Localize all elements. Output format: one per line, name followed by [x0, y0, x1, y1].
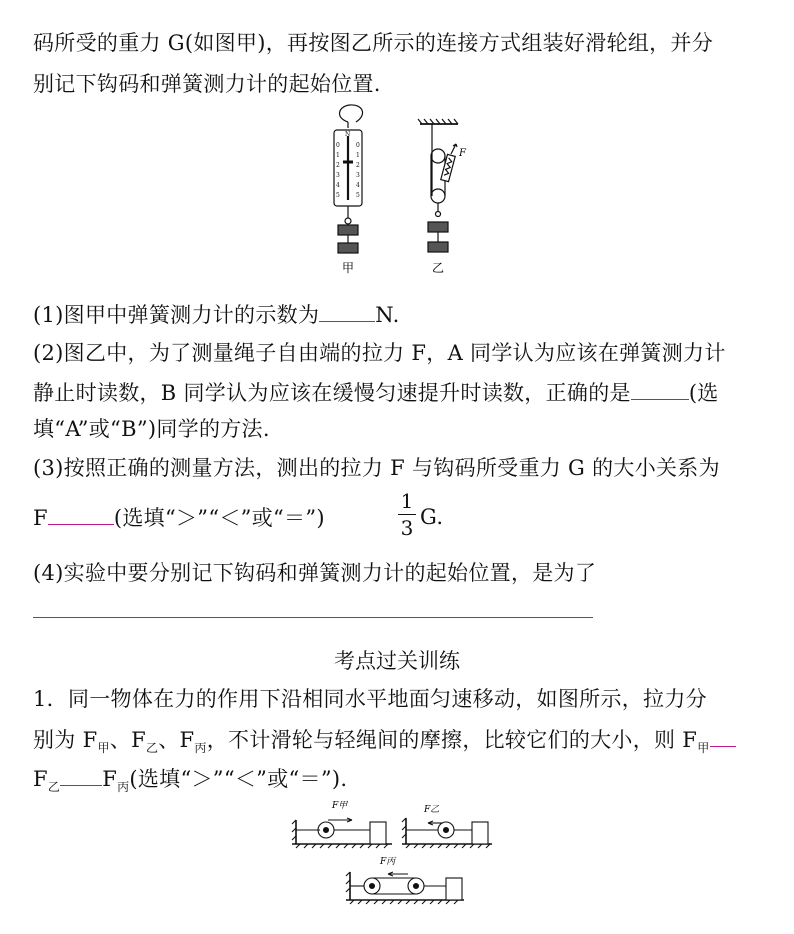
q3-answer-blank[interactable] [48, 504, 114, 525]
p1-sub-bing-2: 丙 [117, 780, 130, 794]
label-F-bing: F丙 [380, 857, 396, 867]
q3-text: (选填“＞”“＜”或“＝”) [113, 506, 325, 530]
question-1 [33, 301, 400, 328]
question-2-line-2 [33, 379, 719, 406]
q3-F: F [33, 506, 48, 530]
p1-sub-yi-2: 乙 [47, 780, 61, 794]
question-3-line-1: (3)按照正确的测量方法，测出的拉力 F 与钩码所受重力 G 的大小关系为 [33, 456, 720, 480]
scale-tick-right-1: 1 [356, 152, 360, 159]
q1-unit: N. [375, 303, 400, 327]
problem-1-line-2 [33, 726, 736, 756]
question-3-line-2 [33, 504, 325, 531]
fraction-bar [398, 514, 416, 515]
p1-sep-2: 、F [158, 728, 195, 752]
force-label-F: F [459, 148, 466, 159]
figure-pulley-horizontal [288, 796, 508, 906]
figure-spring-scale-pulley [320, 100, 470, 280]
scale-tick-left-3: 3 [336, 172, 340, 179]
scale-unit-label: N [345, 131, 351, 138]
p1-sub-bing: 丙 [194, 741, 207, 755]
p1-sub-jia: 甲 [97, 741, 110, 755]
figure-label-jia: 甲 [342, 261, 355, 275]
pulley-system-figure [418, 119, 458, 252]
p1-text-tail: (选填“＞”“＜”或“＝”). [129, 767, 348, 791]
q1-answer-blank[interactable] [319, 301, 375, 322]
question-4-line-1: (4)实验中要分别记下钩码和弹簧测力计的起始位置，是为了 [33, 561, 597, 585]
section-title: 考点过关训练 [334, 649, 460, 673]
label-F-yi: F乙 [424, 805, 440, 815]
fraction-denominator: 3 [400, 516, 414, 540]
scale-tick-left-4: 4 [336, 182, 340, 189]
q2-answer-blank[interactable] [631, 379, 689, 400]
p1-answer-blank-2[interactable] [60, 765, 102, 786]
q4-answer-blank[interactable] [33, 617, 593, 618]
question-2-line-3: 填“A”或“B”)同学的方法. [33, 417, 270, 441]
p1-sep-1: 、F [109, 728, 146, 752]
scale-tick-left-1: 1 [336, 152, 340, 159]
scale-tick-left-0: 0 [336, 142, 340, 149]
q1-text: (1)图甲中弹簧测力计的示数为 [33, 303, 320, 327]
intro-line-1: 码所受的重力 G(如图甲)，再按图乙所示的连接方式组装好滑轮组，并分 [33, 31, 714, 55]
p1-F-bing: F [102, 767, 118, 791]
label-F-jia: F甲 [332, 801, 348, 811]
scale-tick-right-4: 4 [356, 182, 360, 189]
p1-sub-yi: 乙 [145, 741, 159, 755]
p1-answer-blank-1[interactable] [710, 726, 736, 747]
fraction-one-third [398, 490, 416, 539]
problem-1-line-1: 1．同一物体在力的作用下沿相同水平地面匀速移动，如图所示，拉力分 [33, 687, 707, 711]
p1-sub-jia-2: 甲 [697, 741, 710, 755]
problem-1-line-3 [33, 765, 347, 795]
scale-tick-left-5: 5 [336, 192, 340, 199]
p1-text-b: ，不计滑轮与轻绳间的摩擦，比较它们的大小，则 F [206, 728, 698, 752]
scale-tick-left-2: 2 [336, 162, 340, 169]
fraction-numerator: 1 [400, 489, 414, 513]
p1-text-a: 别为 F [33, 728, 98, 752]
scale-tick-right-5: 5 [356, 192, 360, 199]
intro-line-2: 别记下钩码和弹簧测力计的起始位置. [33, 72, 381, 96]
scale-tick-right-2: 2 [356, 162, 360, 169]
figure-label-yi: 乙 [432, 261, 445, 275]
p1-F-yi: F [33, 767, 48, 791]
q2-text-tail: (选 [688, 381, 719, 405]
scale-tick-right-0: 0 [356, 142, 360, 149]
q2-text: 静止时读数，B 同学认为应该在缓慢匀速提升时读数，正确的是 [33, 381, 631, 405]
question-2-line-1: (2)图乙中，为了测量绳子自由端的拉力 F，A 同学认为应该在弹簧测力计 [33, 341, 726, 365]
scale-tick-right-3: 3 [356, 172, 360, 179]
q3-tail: G. [420, 505, 444, 529]
